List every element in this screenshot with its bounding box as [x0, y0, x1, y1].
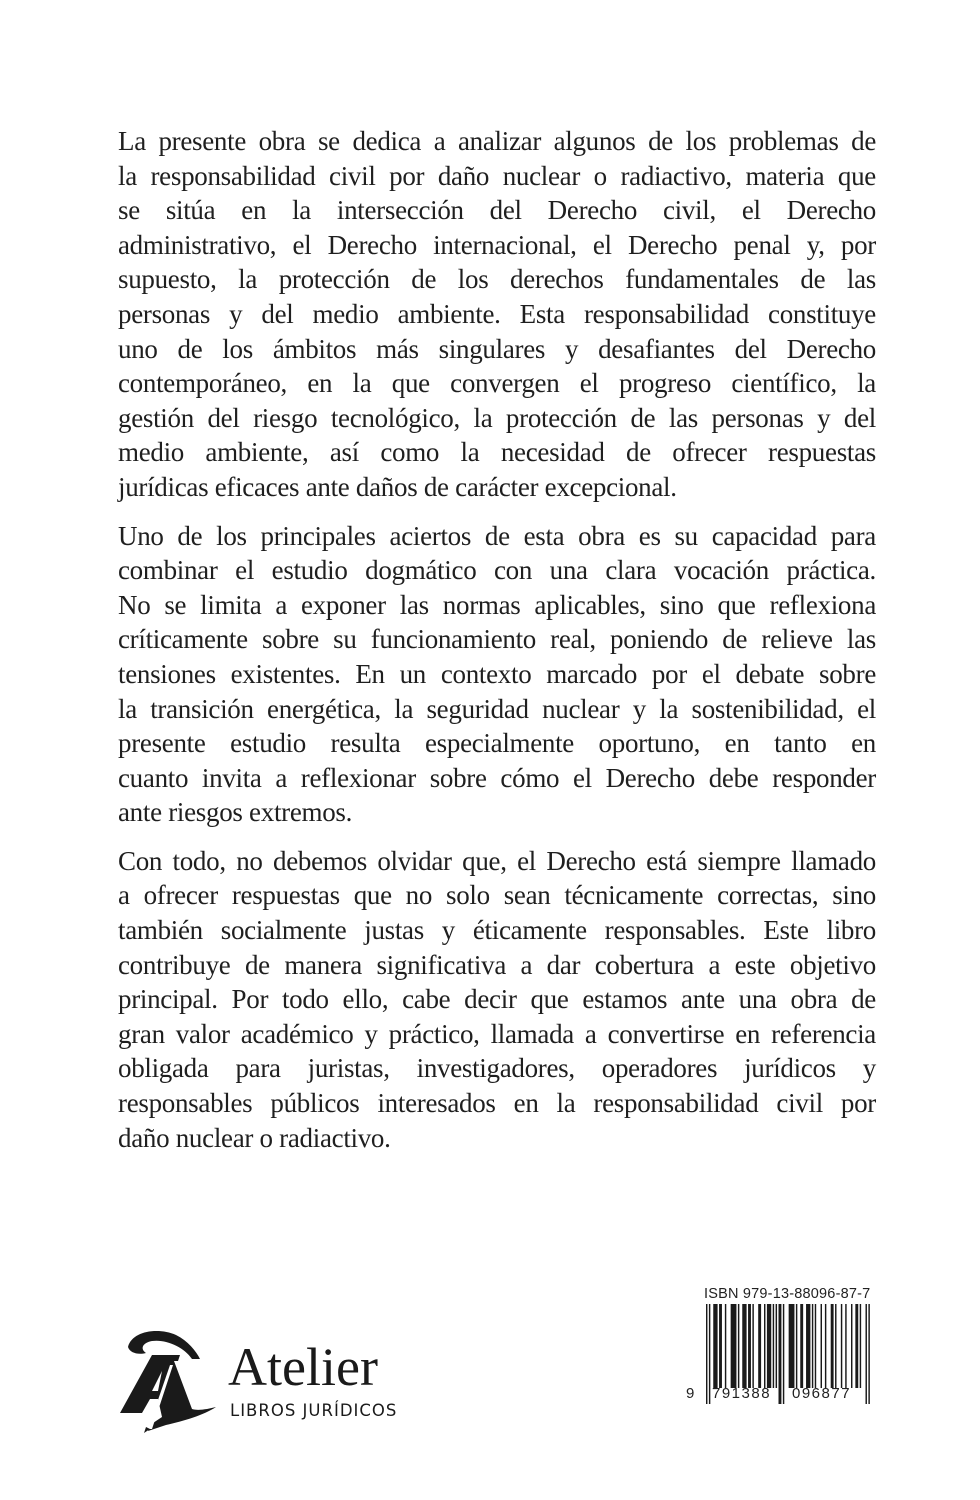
text-line — [118, 1086, 876, 1121]
text-line — [118, 435, 876, 470]
text-line-content: la responsabilidad civil por daño nuclear o radiactivo, materia que — [118, 160, 876, 191]
text-line — [118, 692, 876, 727]
text-line — [118, 262, 876, 297]
text-line — [118, 795, 876, 830]
text-line — [118, 878, 876, 913]
text-line — [118, 588, 876, 623]
text-line — [118, 124, 876, 159]
text-line — [118, 726, 876, 761]
text-line-content: daño nuclear o radiactivo. — [118, 1122, 391, 1153]
text-line — [118, 332, 876, 367]
text-line — [118, 982, 876, 1017]
text-line-content: gestión del riesgo tecnológico, la protección de las personas y del — [118, 402, 876, 433]
text-line — [118, 519, 876, 554]
text-line-content: combinar el estudio dogmático con una clara vocación práctica. — [118, 555, 876, 586]
text-line-content: críticamente sobre su funcionamiento real, poniendo de relieve las — [118, 624, 876, 655]
barcode-digits-left: 791388 — [712, 1385, 772, 1402]
text-line-content: La presente obra se dedica a analizar algunos de los problemas de — [118, 126, 876, 156]
paragraph — [118, 844, 876, 1155]
text-line — [118, 193, 876, 228]
text-line-content: gran valor académico y práctico, llamada a convertirse en referencia — [118, 1018, 876, 1049]
paragraph — [118, 519, 876, 830]
text-line — [118, 657, 876, 692]
text-line — [118, 228, 876, 263]
text-line-content: obligada para juristas, investigadores, operadores jurídicos y — [118, 1053, 876, 1084]
barcode-digit-lead: 9 — [686, 1385, 695, 1402]
text-line — [118, 159, 876, 194]
text-line-content: supuesto, la protección de los derechos fundamentales de las — [118, 264, 876, 295]
text-line-content: tensiones existentes. En un contexto marcado por el debate sobre — [118, 658, 876, 689]
text-line-content: responsables públicos interesados en la responsabilidad civil por — [118, 1088, 876, 1119]
text-line-content: también socialmente justas y éticamente responsables. Este libro — [118, 915, 876, 946]
text-line-content: se sitúa en la intersección del Derecho civil, el Derecho — [118, 195, 876, 226]
text-line-content: administrativo, el Derecho internacional, el Derecho penal y, por — [118, 229, 876, 260]
text-line-content: medio ambiente, así como la necesidad de ofrecer respuestas — [118, 437, 876, 468]
text-line-content: presente estudio resulta especialmente oportuno, en tanto en — [118, 728, 876, 759]
text-line — [118, 844, 876, 879]
paragraph — [118, 124, 876, 505]
isbn-label: ISBN 979-13-88096-87-7 — [704, 1286, 871, 1302]
text-line-content: Con todo, no debemos olvidar que, el Derecho está siempre llamado — [118, 845, 876, 876]
text-line-content: la transición energética, la seguridad nuclear y la sostenibilidad, el — [118, 693, 876, 724]
text-line — [118, 1121, 876, 1156]
text-line-content: jurídicas eficaces ante daños de carácter excepcional. — [118, 471, 677, 502]
synopsis-text — [118, 124, 876, 1169]
isbn-barcode-block — [686, 1280, 886, 1440]
text-line-content: uno de los ámbitos más singulares y desafiantes del Derecho — [118, 333, 876, 364]
text-line — [118, 761, 876, 796]
text-line-content: Uno de los principales aciertos de esta obra es su capacidad para — [118, 520, 876, 551]
text-line — [118, 553, 876, 588]
text-line — [118, 1017, 876, 1052]
text-line-content: principal. Por todo ello, cabe decir que estamos ante una obra de — [118, 984, 876, 1015]
text-line — [118, 948, 876, 983]
text-line-content: contemporáneo, en la que convergen el progreso científico, la — [118, 368, 876, 399]
atelier-a-monogram-icon — [118, 1325, 218, 1435]
text-line-content: personas y del medio ambiente. Esta responsabilidad constituye — [118, 298, 876, 329]
text-line-content: a ofrecer respuestas que no solo sean técnicamente correctas, sino — [118, 880, 876, 911]
text-line — [118, 1051, 876, 1086]
text-line-content: cuanto invita a reflexionar sobre cómo el Derecho debe responder — [118, 762, 876, 793]
text-line — [118, 913, 876, 948]
text-line — [118, 366, 876, 401]
text-line — [118, 297, 876, 332]
publisher-name: Atelier — [228, 1337, 378, 1397]
text-line-content: No se limita a exponer las normas aplicables, sino que reflexiona — [118, 589, 876, 620]
publisher-subtitle: LIBROS JURÍDICOS — [230, 1401, 398, 1420]
text-line — [118, 470, 876, 505]
text-line — [118, 622, 876, 657]
text-line — [118, 401, 876, 436]
barcode-digits-right: 096877 — [792, 1385, 852, 1402]
publisher-logo — [118, 1325, 418, 1435]
text-line-content: ante riesgos extremos. — [118, 797, 353, 828]
text-line-content: contribuye de manera significativa a dar cobertura a este objetivo — [118, 949, 876, 980]
